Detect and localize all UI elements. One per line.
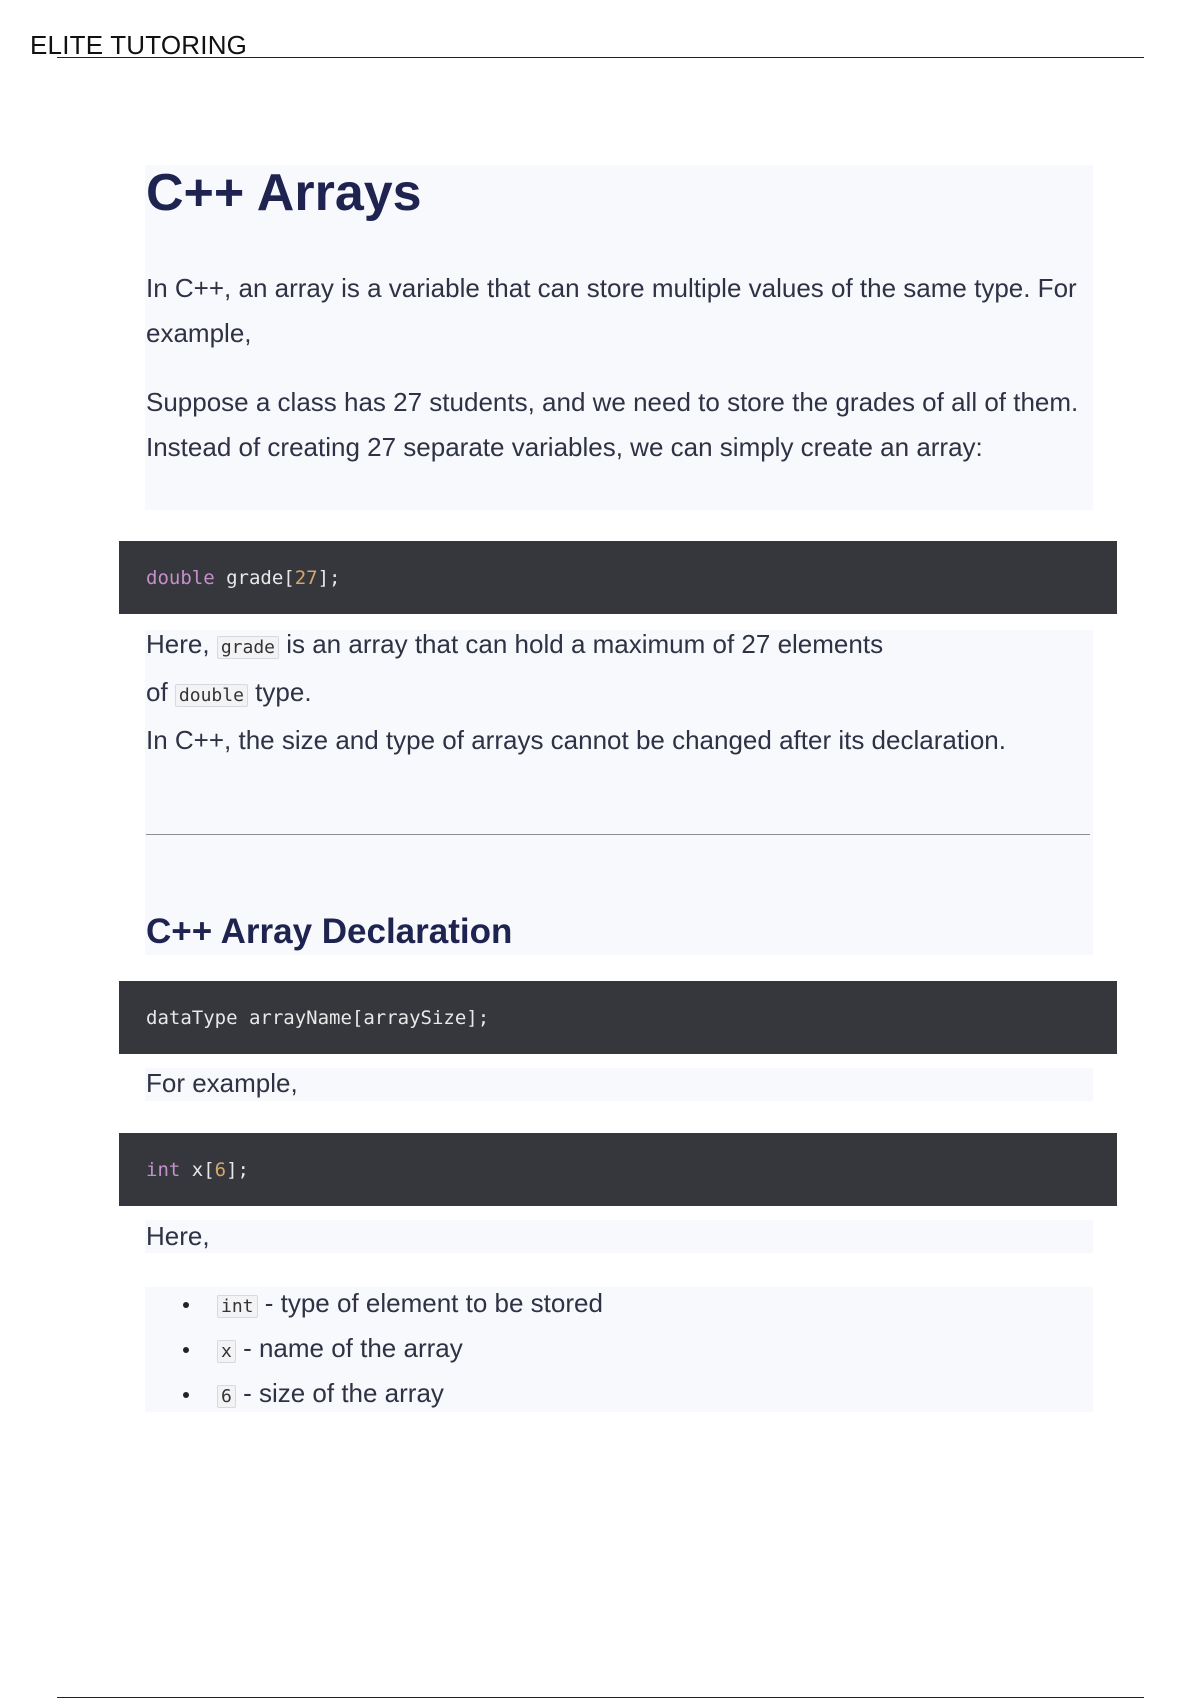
code-keyword: int xyxy=(146,1158,181,1181)
code-end: ]; xyxy=(317,566,341,589)
list-item xyxy=(146,1281,603,1326)
code-keyword: double xyxy=(146,566,215,589)
list-item-text: - size of the array xyxy=(235,1378,444,1408)
footer-rule xyxy=(57,1697,1144,1698)
inline-code-grade: grade xyxy=(217,636,279,659)
list-item xyxy=(146,1326,603,1371)
code-block-syntax: dataType arrayName[arraySize]; xyxy=(119,981,1117,1054)
inline-code: x xyxy=(217,1340,236,1363)
here-prefix: Here, xyxy=(146,629,217,659)
for-example-text: For example, xyxy=(146,1068,298,1098)
array-note: In C++, the size and type of arrays cannot be changed after its declaration. xyxy=(146,725,1006,755)
declaration-parts-list xyxy=(146,1281,603,1416)
list-item-text: - type of element to be stored xyxy=(257,1288,603,1318)
section-heading-declaration: C++ Array Declaration xyxy=(146,912,513,951)
of-suffix: type. xyxy=(247,677,312,707)
list-item-text: - name of the array xyxy=(235,1333,463,1363)
page-title: C++ Arrays xyxy=(146,164,422,222)
grade-explanation xyxy=(146,622,1091,763)
code-identifier: x[ xyxy=(180,1158,215,1181)
code-identifier: grade[ xyxy=(214,566,295,589)
code-block-int xyxy=(119,1133,1117,1206)
header-rule xyxy=(57,57,1144,58)
here-text: Here, xyxy=(146,1221,210,1251)
section-divider xyxy=(146,834,1090,835)
suppose-paragraph: Suppose a class has 27 students, and we need to store the grades of all of them. Instead of creating 27 separate variables, we can simply create an array: xyxy=(146,387,1079,462)
list-item xyxy=(146,1371,603,1416)
of-prefix: of xyxy=(146,677,175,707)
code-end: ]; xyxy=(226,1158,249,1181)
here-mid: is an array that can hold a maximum of 27 elements xyxy=(279,629,884,659)
code-number: 6 xyxy=(214,1158,227,1181)
code-block-grade xyxy=(119,541,1117,614)
intro-paragraph: In C++, an array is a variable that can store multiple values of the same type. For example, xyxy=(146,273,1077,348)
code-number: 27 xyxy=(294,566,318,589)
inline-code: int xyxy=(217,1295,258,1318)
header-title: ELITE TUTORING xyxy=(30,30,248,60)
inline-code-double: double xyxy=(175,684,248,707)
inline-code: 6 xyxy=(217,1385,236,1408)
